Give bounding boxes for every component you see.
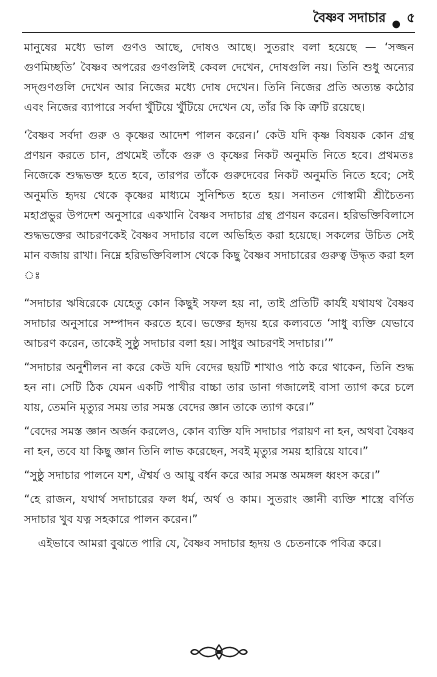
page-body [24, 38, 414, 558]
running-title: বৈষ্ণব সদাচার [313, 11, 386, 26]
closing-paragraph: এইভাবে আমরা বুঝতে পারি যে, বৈষ্ণব সদাচার হৃদয় ও চেতনাকে পবিত্র করে। [38, 537, 382, 550]
quote-3: “বেদের সমস্ত জ্ঞান অর্জন করলেও, কোন ব্যক্তি যদি সদাচার পরায়ণ না হন, অথবা বৈষ্ণব না হন, তবে যা কিছু জ্ঞান তিনি লাভ করেছেন, সবই মৃত্যুর সময় হারিয়ে যাবে।” [24, 425, 414, 458]
quote-5: “হে রাজন, যথার্থ সদাচারের ফল ধর্ম, অর্থ ও কাম। সুতরাং জ্ঞানী ব্যক্তি শাস্ত্রে বর্ণিত সদাচার খুব যত্ন সহকারে পালন করেন।” [24, 493, 414, 526]
quote-1: “সদাচার ঋষিরেকে যেহেতু কোন কিছুই সফল হয় না, তাই প্রতিটি কার্যই যথাযথ বৈষ্ণব সদাচার অনুসারে সম্পাদন করতে হবে। ভক্তের হৃদয় হরে কল্যবতে ‘সাধু ব্যক্তি যেভাবে আচরণ করেন, তাকেই সুষ্ঠু সদাচার বলা হয়। সাধুর আচরণই সদাচার।’” [24, 297, 414, 350]
quote-4: “সুষ্ঠু সদাচার পালনে যশ, ঐশ্বর্য ও আয়ু বর্ধন করে আর সমস্ত অমঙ্গল ধ্বংস করে।” [24, 469, 381, 482]
page-number: ৫ [406, 11, 415, 26]
paragraph-2: ‘বৈষ্ণব সর্বদা গুরু ও কৃষ্ণের আদেশ পালন করেন।’ কেউ যদি কৃষ্ণ বিষয়ক কোন গ্রন্থ প্রণয়ন করতে চান, প্রথমেই তাঁকে গুরু ও কৃষ্ণের নিকট অনুমতি নিতে হবে। প্রথমতঃ নিজেকে শুদ্ধভক্ত হতে হবে, তারপর তাঁকে গুরুদেবের নিকট অনুমতি নিতে হবে; সেই অনুমতি হৃদয় থেকে কৃষ্ণের মাধ্যমে সুনিশ্চিত হতে হয়। সনাতন গোস্বামী শ্রীচৈতন্য মহাপ্রভুর উপদেশ অনুসারে একখানি বৈষ্ণব সদাচার গ্রন্থ প্রণয়ন করেন। হরিভক্তিবিলাসে শুদ্ধভক্তের আচরণকেই বৈষ্ণব সদাচার বলে অভিহিত করা হয়েছে। সকলের উচিত সেই মান বজায় রাখা। নিম্নে হরিভক্তিবিলাস থেকে কিছু বৈষ্ণব সদাচারের গুরুত্ব উদ্ধৃত করা হল ঃ [24, 129, 414, 282]
separator-dot: ● [391, 19, 401, 30]
floral-ornament-icon [189, 642, 249, 662]
quote-2: “সদাচার অনুশীলন না করে কেউ যদি বেদের ছয়টি শাখাও পাঠ করে থাকেন, তিনি শুদ্ধ হন না। সেটি ঠিক যেমন একটি পাখীর বাচ্চা তার ডানা গজালেই বাসা ত্যাগ করে চলে যায়, তেমনি মৃত্যুর সময় তার সমস্ত বেদের জ্ঞান তাকে ত্যাগ করে।” [24, 361, 414, 414]
paragraph-1: মানুষের মধ্যে ভাল গুণও আছে, দোষও আছে। সুতরাং বলা হয়েছে — ‘সজ্জন গুণমিচ্ছতি’ বৈষ্ণব অপরের গুণগুলিই কেবল দেখেন, দোষগুলি নয়। তিনি শুধু অন্যের সদ্‌গুণগুলি দেখেন আর নিজের মধ্যে দোষ দেখেন। তিনি নিজের প্রতি অত্যন্ত কঠোর এবং নিজের ব্যাপারে সর্বদা খুঁটিয়ে খুঁটিয়ে দেখেন যে, তাঁর কি কি ত্রুটি রয়েছে। [24, 41, 414, 114]
running-header [22, 8, 415, 33]
ornament [0, 642, 437, 664]
